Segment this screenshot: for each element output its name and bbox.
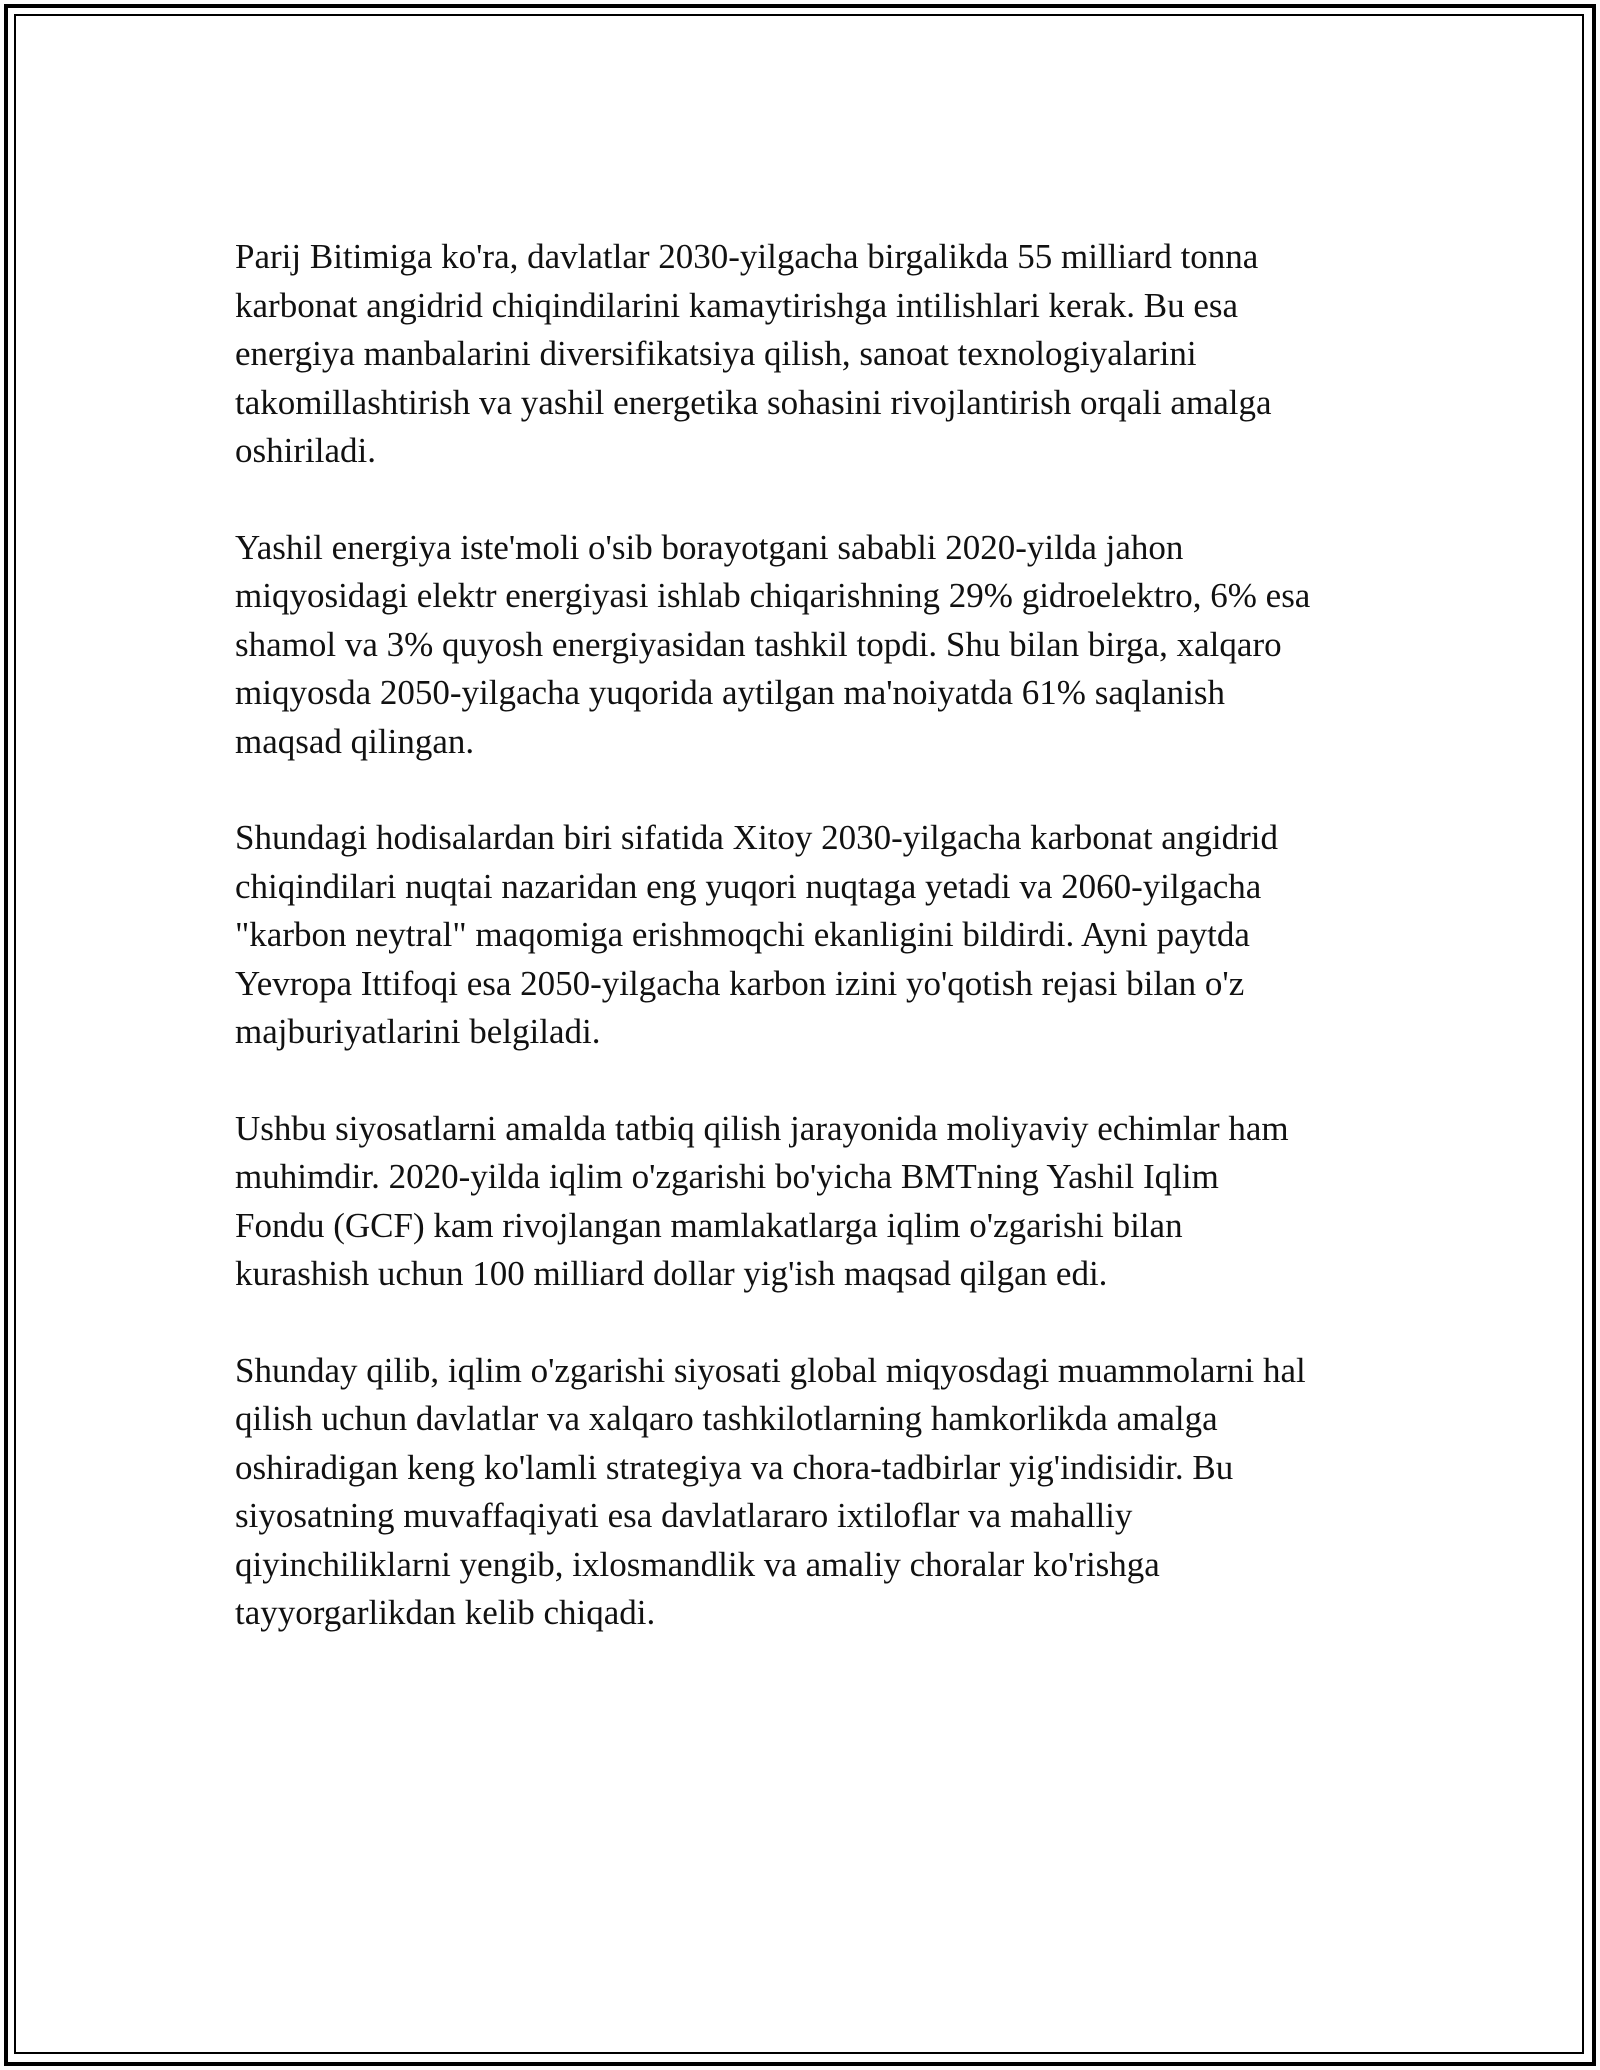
- paragraph-line: Yevropa Ittifoqi esa 2050-yilgacha karbon izini yo'qotish rejasi bilan o'z: [235, 963, 1245, 1003]
- paragraph-line: miqyosidagi elektr energiyasi ishlab chiqarishning 29% gidroelektro, 6% esa: [235, 576, 1311, 615]
- paragraph-5: [235, 1347, 1370, 1638]
- paragraph-line: qiyinchiliklarni yengib, ixlosmandlik va amaliy choralar ko'rishga: [235, 1544, 1160, 1584]
- paragraph-line: maqsad qilingan.: [235, 721, 475, 761]
- paragraph-2: [235, 524, 1370, 767]
- paragraph-line: energiya manbalarini diversifikatsiya qilish, sanoat texnologiyalarini: [235, 334, 1197, 373]
- paragraph-line: qilish uchun davlatlar va xalqaro tashkilotlarning hamkorlikda amalga: [235, 1399, 1218, 1438]
- paragraph-line: muhimdir. 2020-yilda iqlim o'zgarishi bo'yicha BMTning Yashil Iqlim: [235, 1157, 1219, 1196]
- paragraph-line: oshiradigan keng ko'lamli strategiya va chora-tadbirlar yig'indisidir. Bu: [235, 1447, 1234, 1487]
- paragraph-line: Fondu (GCF) kam rivojlangan mamlakatlarga iqlim o'zgarishi bilan: [235, 1205, 1183, 1245]
- paragraph-line: Ushbu siyosatlarni amalda tatbiq qilish jarayonida moliyaviy echimlar ham: [235, 1108, 1289, 1148]
- paragraph-line: siyosatning muvaffaqiyati esa davlatlararo ixtiloflar va mahalliy: [235, 1496, 1133, 1535]
- paragraph-line: "karbon neytral" maqomiga erishmoqchi ekanligini bildirdi. Ayni paytda: [235, 915, 1250, 954]
- paragraph-line: Parij Bitimiga ko'ra, davlatlar 2030-yilgacha birgalikda 55 milliard tonna: [235, 237, 1259, 276]
- paragraph-line: kurashish uchun 100 milliard dollar yig'ish maqsad qilgan edi.: [235, 1254, 1108, 1293]
- paragraph-line: karbonat angidrid chiqindilarini kamaytirishga intilishlari kerak. Bu esa: [235, 285, 1239, 325]
- paragraph-line: oshiriladi.: [235, 431, 376, 470]
- paragraph-line: takomillashtirish va yashil energetika sohasini rivojlantirish orqali amalga: [235, 382, 1272, 422]
- paragraph-3: [235, 814, 1370, 1057]
- paragraph-line: tayyorgarlikdan kelib chiqadi.: [235, 1593, 656, 1632]
- paragraph-4: [235, 1105, 1370, 1299]
- paragraph-line: Shundagi hodisalardan biri sifatida Xitoy 2030-yilgacha karbonat angidrid: [235, 818, 1278, 857]
- paragraph-line: Yashil energiya iste'moli o'sib borayotgani sababli 2020-yilda jahon: [235, 527, 1184, 567]
- paragraph-line: majburiyatlarini belgiladi.: [235, 1012, 601, 1051]
- paragraph-1: [235, 233, 1370, 476]
- document-body: [235, 233, 1370, 1686]
- paragraph-line: shamol va 3% quyosh energiyasidan tashkil topdi. Shu bilan birga, xalqaro: [235, 624, 1282, 664]
- paragraph-line: chiqindilari nuqtai nazaridan eng yuqori nuqtaga yetadi va 2060-yilgacha: [235, 866, 1262, 906]
- paragraph-line: miqyosda 2050-yilgacha yuqorida aytilgan ma'noiyatda 61% saqlanish: [235, 673, 1225, 712]
- paragraph-line: Shunday qilib, iqlim o'zgarishi siyosati global miqyosdagi muammolarni hal: [235, 1350, 1306, 1390]
